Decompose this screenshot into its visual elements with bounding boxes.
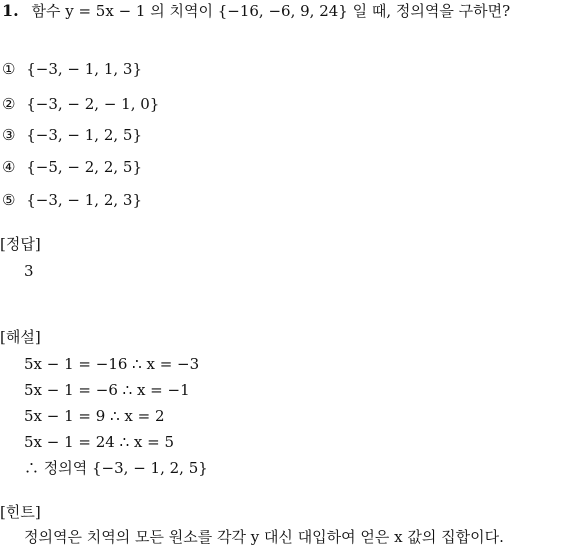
explanation-line: ∴ 정의역 {−3, − 1, 2, 5} — [24, 459, 208, 477]
choice-marker: ③ — [2, 126, 16, 144]
choice-marker: ⑤ — [2, 191, 16, 209]
choice-text: {−3, − 1, 1, 3} — [26, 60, 143, 78]
choice-3[interactable] — [2, 126, 142, 144]
choice-text: {−3, − 2, − 1, 0} — [26, 95, 160, 113]
choice-text: {−3, − 1, 2, 3} — [26, 191, 143, 209]
question-text: 함수 y = 5x − 1 의 치역이 {−16, −6, 9, 24} 일 때, 정의역을 구하면? — [31, 2, 511, 20]
explanation-label: [해설] — [0, 328, 41, 346]
choice-5[interactable] — [2, 191, 142, 209]
answer-value: 3 — [24, 262, 34, 280]
explanation-line: 5x − 1 = 9 ∴ x = 2 — [24, 407, 165, 425]
hint-label: [힌트] — [0, 503, 41, 521]
explanation-line: 5x − 1 = −16 ∴ x = −3 — [24, 355, 200, 373]
choice-text: {−5, − 2, 2, 5} — [26, 158, 143, 176]
choice-marker: ① — [2, 60, 16, 78]
choice-1[interactable] — [2, 60, 142, 78]
explanation-line: 5x − 1 = 24 ∴ x = 5 — [24, 433, 175, 451]
choice-marker: ② — [2, 95, 16, 113]
explanation-line: 5x − 1 = −6 ∴ x = −1 — [24, 381, 190, 399]
choice-text: {−3, − 1, 2, 5} — [26, 126, 143, 144]
choice-4[interactable] — [2, 158, 142, 176]
answer-label: [정답] — [0, 235, 41, 253]
choice-marker: ④ — [2, 158, 16, 176]
hint-text: 정의역은 치역의 모든 원소를 각각 y 대신 대입하여 얻은 x 값의 집합이다. — [24, 528, 504, 546]
question-line — [2, 2, 510, 20]
question-number: 1. — [2, 1, 19, 20]
choice-2[interactable] — [2, 95, 159, 113]
